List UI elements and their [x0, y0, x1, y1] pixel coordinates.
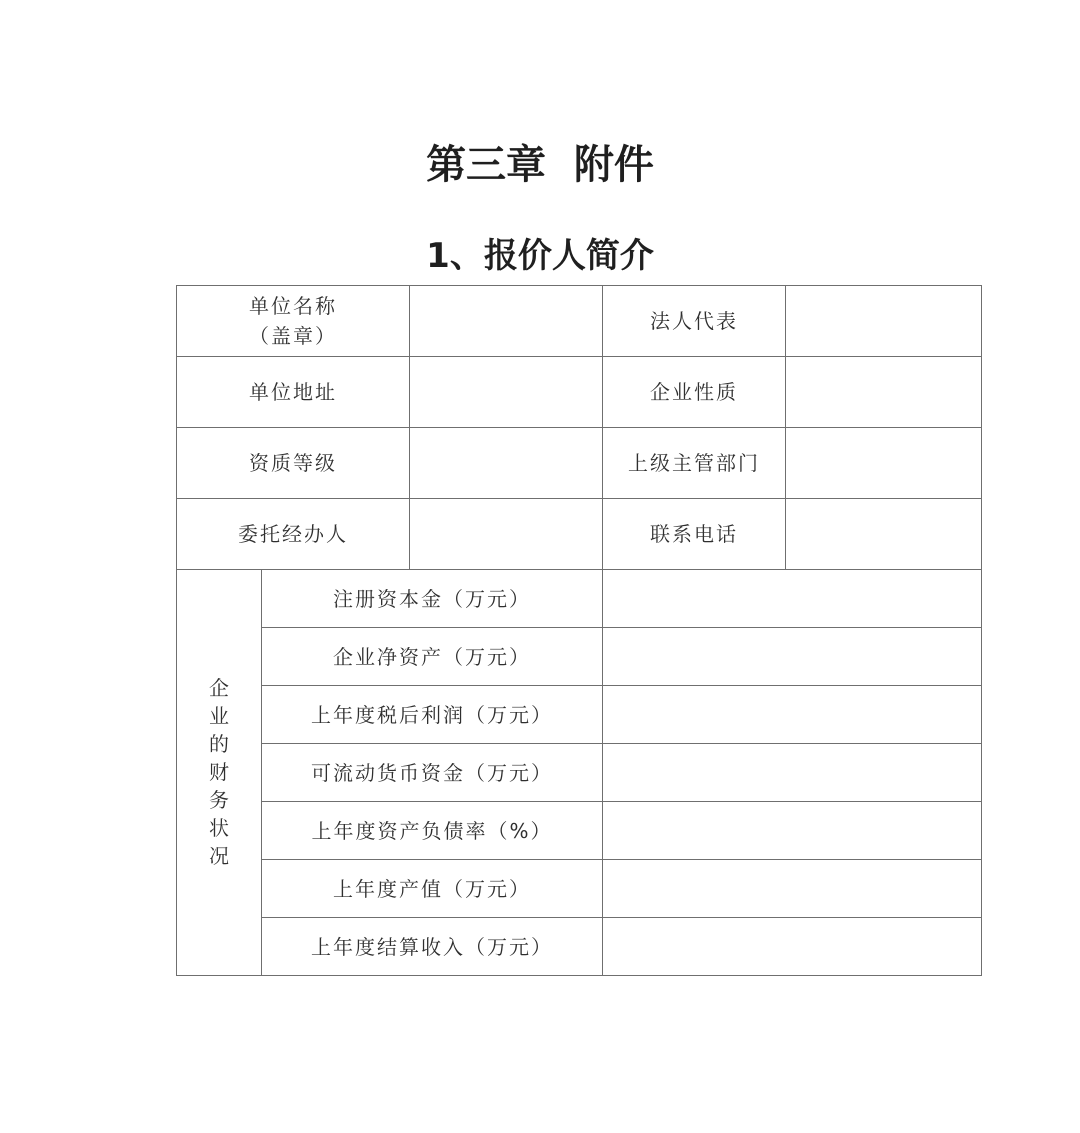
settlement-income-value-cell[interactable]: [603, 918, 982, 976]
after-tax-profit-label: 上年度税后利润（万元）: [262, 686, 603, 744]
agent-value-cell[interactable]: [410, 499, 603, 570]
table-row: [177, 428, 982, 499]
debt-ratio-label: 上年度资产负债率（%）: [262, 802, 603, 860]
agent-label: 委托经办人: [177, 499, 410, 570]
liquid-funds-label: 可流动货币资金（万元）: [262, 744, 603, 802]
settlement-income-label: 上年度结算收入（万元）: [262, 918, 603, 976]
section-title: 1、报价人简介: [426, 236, 654, 276]
legal-representative-value-cell[interactable]: [786, 286, 982, 357]
chapter-title: 第三章 附件: [426, 142, 654, 188]
contact-phone-label: 联系电话: [603, 499, 786, 570]
net-assets-value-cell[interactable]: [603, 628, 982, 686]
table-row: [177, 286, 982, 357]
output-value-value-cell[interactable]: [603, 860, 982, 918]
liquid-funds-value-cell[interactable]: [603, 744, 982, 802]
unit-address-value-cell[interactable]: [410, 357, 603, 428]
net-assets-label: 企业净资产（万元）: [262, 628, 603, 686]
superior-department-value-cell[interactable]: [786, 428, 982, 499]
unit-address-label: 单位地址: [177, 357, 410, 428]
legal-representative-label: 法人代表: [603, 286, 786, 357]
table-row: [177, 860, 982, 918]
enterprise-nature-value-cell[interactable]: [786, 357, 982, 428]
financial-section-label-cell: [177, 570, 262, 976]
seal-note-label: （盖章）: [249, 324, 337, 348]
registered-capital-value-cell[interactable]: [603, 570, 982, 628]
enterprise-nature-label: 企业性质: [603, 357, 786, 428]
contact-phone-value-cell[interactable]: [786, 499, 982, 570]
registered-capital-label: 注册资本金（万元）: [262, 570, 603, 628]
table-row: [177, 802, 982, 860]
output-value-label: 上年度产值（万元）: [262, 860, 603, 918]
unit-name-label: 单位名称: [249, 294, 337, 318]
table-row: [177, 744, 982, 802]
superior-department-label: 上级主管部门: [603, 428, 786, 499]
table-row: [177, 357, 982, 428]
table-row: [177, 918, 982, 976]
financial-section-label: 企业的财务状况: [209, 676, 229, 868]
table-row: [177, 686, 982, 744]
qualification-level-label: 资质等级: [177, 428, 410, 499]
debt-ratio-value-cell[interactable]: [603, 802, 982, 860]
table-row: [177, 628, 982, 686]
table-row: [177, 499, 982, 570]
unit-name-label-cell: [177, 286, 410, 357]
unit-name-value-cell[interactable]: [410, 286, 603, 357]
after-tax-profit-value-cell[interactable]: [603, 686, 982, 744]
qualification-level-value-cell[interactable]: [410, 428, 603, 499]
table-row: [177, 570, 982, 628]
bidder-profile-table: [176, 285, 982, 976]
